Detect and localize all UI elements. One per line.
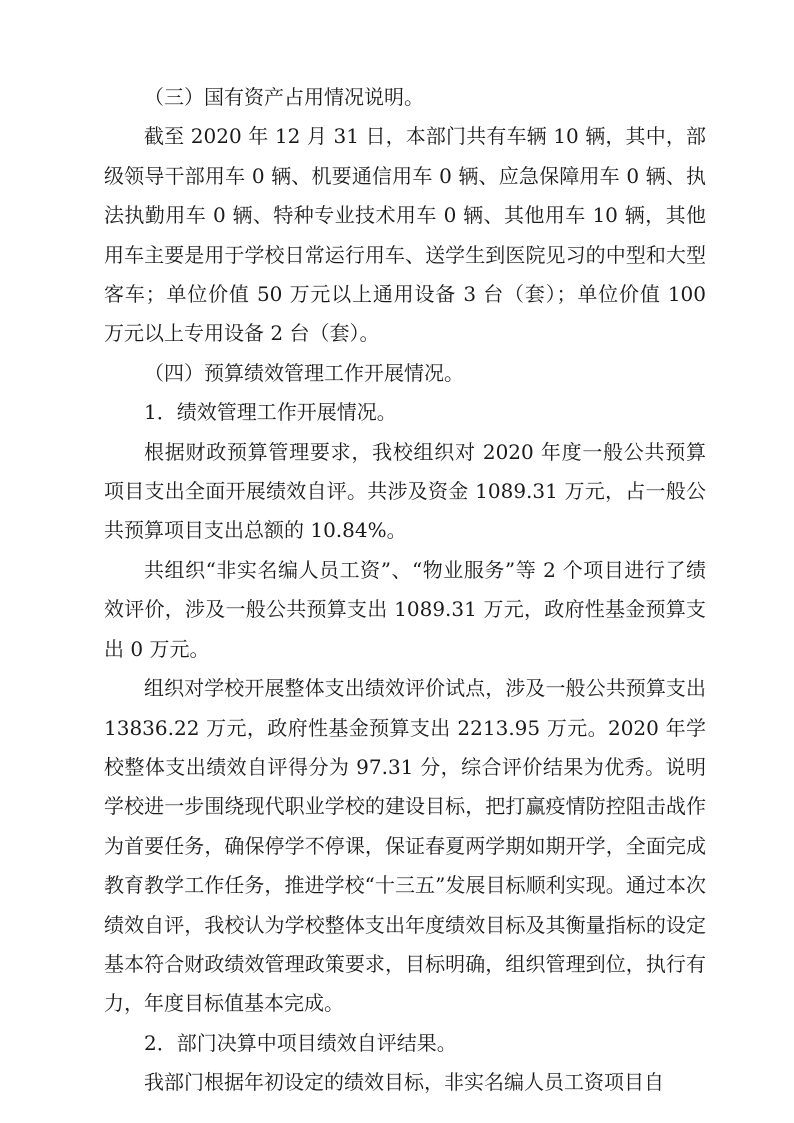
section-heading-performance: （四）预算绩效管理工作开展情况。 [144, 360, 464, 385]
subsection-heading-1: 1．绩效管理工作开展情况。 [144, 400, 397, 425]
paragraph-vehicles-equipment: 截至 2020 年 12 月 31 日，本部门共有车辆 10 辆，其中，部级领导干部用车 0 辆、机要通信用车 0 辆、应急保障用车 0 辆、执法执勤用车 0 辆、特种专业技术用车 0 辆、其他用车 10 辆，其他用车主要是用于学校日常运行用车、送学生到医院见习的中型和大型客车；单位价值 50 万元以上通用设备 3 台（套）；单位价值 100 万元以上专用设备 2 台（套）。 [104, 124, 706, 346]
subsection-heading-2: 2．部门决算中项目绩效自评结果。 [144, 1030, 457, 1055]
paragraph-self-evaluation: 根据财政预算管理要求，我校组织对 2020 年度一般公共预算项目支出全面开展绩效自评。共涉及资金 1089.31 万元，占一般公共预算项目支出总额的 10.84%。 [104, 439, 706, 543]
paragraph-project-results: 我部门根据年初设定的绩效目标，非实名编人员工资项目自 [144, 1070, 664, 1095]
paragraph-overall-evaluation: 组织对学校开展整体支出绩效评价试点，涉及一般公共预算支出 13836.22 万元，政府性基金预算支出 2213.95 万元。2020 年学校整体支出绩效自评得分为 97.31 分，综合评价结果为优秀。说明学校进一步围绕现代职业学校的建设目标，把打赢疫情防控阻击战作为首要任务，确保停学不停课，保证春夏两学期如期开学，全面完成教育教学工作任务，推进学校“十三五”发展目标顺利实现。通过本次绩效自评，我校认为学校整体支出年度绩效目标及其衡量指标的设定基本符合财政绩效管理政策要求，目标明确，组织管理到位，执行有力，年度目标值基本完成。 [104, 676, 706, 1016]
section-heading-assets: （三）国有资产占用情况说明。 [144, 85, 424, 109]
document-body [104, 78, 706, 1103]
paragraph-projects-evaluated: 共组织“非实名编人员工资”、“物业服务”等 2 个项目进行了绩效评价，涉及一般公共预算支出 1089.31 万元，政府性基金预算支出 0 万元。 [104, 557, 706, 661]
